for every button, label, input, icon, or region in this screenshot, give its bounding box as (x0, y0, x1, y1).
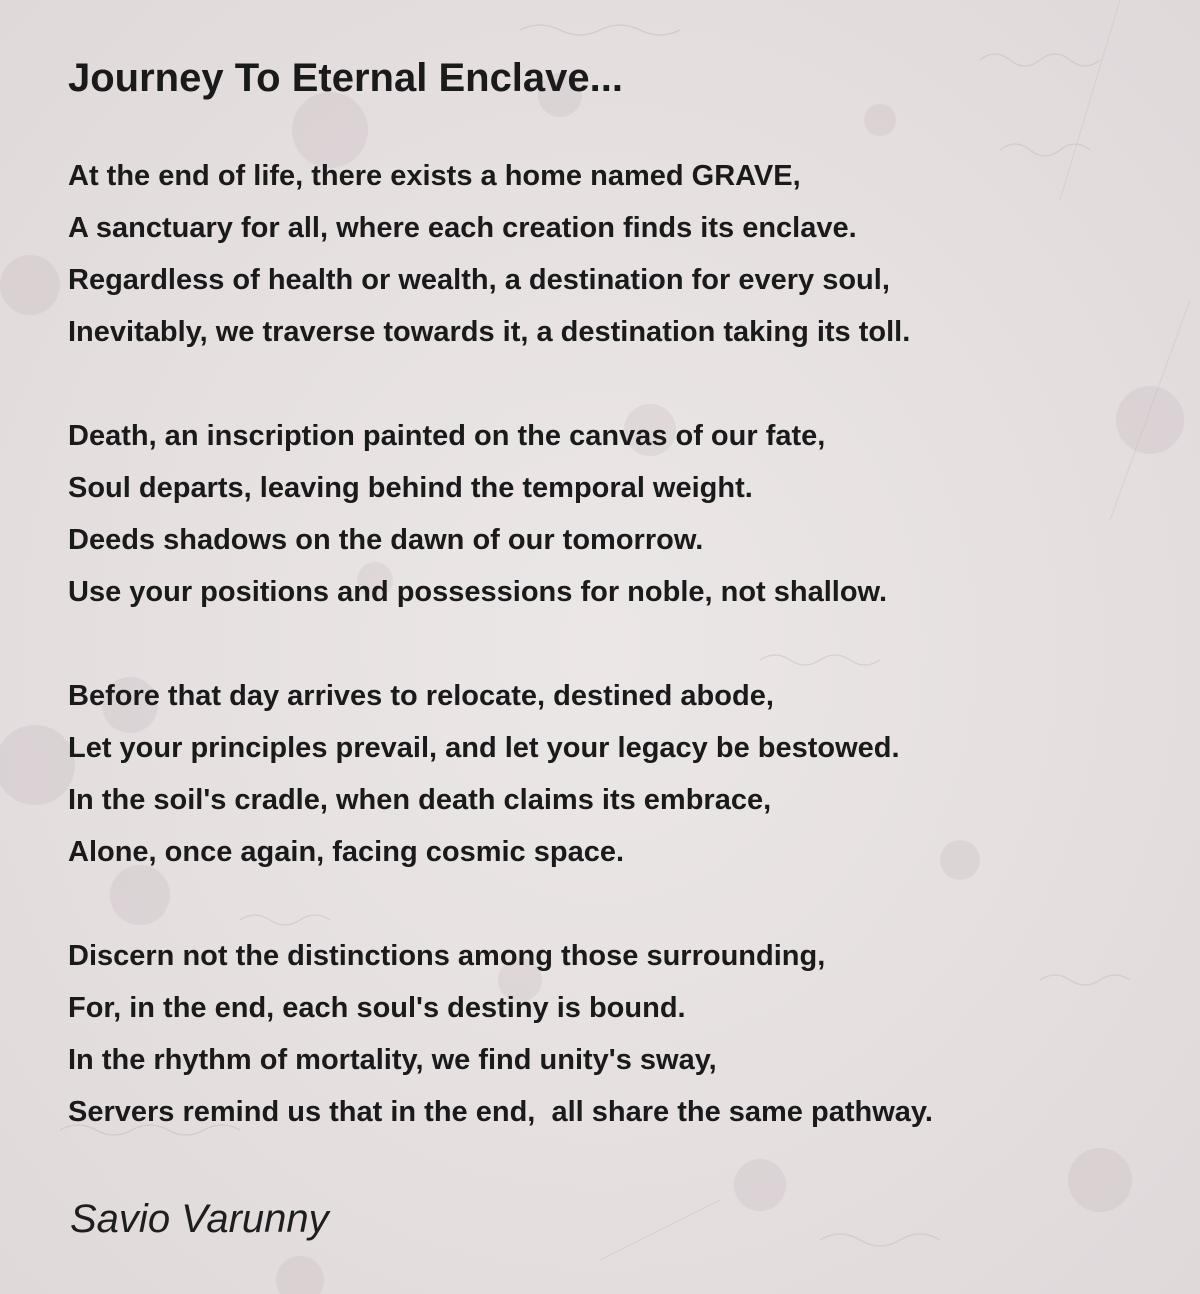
stanza-2 (68, 410, 1168, 618)
poem-line: For, in the end, each soul's destiny is bound. (68, 992, 686, 1024)
stanza-3 (68, 670, 1168, 878)
poem-line: Regardless of health or wealth, a destination for every soul, (68, 264, 890, 296)
poem-title: Journey To Eternal Enclave... (68, 56, 623, 100)
poem-line: In the soil's cradle, when death claims its embrace, (68, 784, 772, 816)
poem-author: Savio Varunny (70, 1197, 329, 1241)
poem-line: Inevitably, we traverse towards it, a destination taking its toll. (68, 316, 911, 348)
poem-line: Death, an inscription painted on the canvas of our fate, (68, 420, 826, 452)
stanza-4 (68, 930, 1168, 1138)
poem-line: Alone, once again, facing cosmic space. (68, 836, 625, 868)
poem-line: Soul departs, leaving behind the temporal weight. (68, 472, 753, 504)
poem-line: At the end of life, there exists a home named GRAVE, (68, 160, 801, 192)
poem-line: Servers remind us that in the end, all share the same pathway. (68, 1096, 933, 1128)
poem-line: Let your principles prevail, and let your legacy be bestowed. (68, 732, 900, 764)
poem-line: Deeds shadows on the dawn of our tomorrow. (68, 524, 704, 556)
stanza-1 (68, 150, 1168, 358)
poem-line: Use your positions and possessions for noble, not shallow. (68, 576, 888, 608)
poem-line: Discern not the distinctions among those surrounding, (68, 940, 826, 972)
poem-body (68, 150, 1168, 1190)
poem-line: In the rhythm of mortality, we find unity's sway, (68, 1044, 717, 1076)
poem-line: Before that day arrives to relocate, destined abode, (68, 680, 774, 712)
poem-line: A sanctuary for all, where each creation finds its enclave. (68, 212, 857, 244)
